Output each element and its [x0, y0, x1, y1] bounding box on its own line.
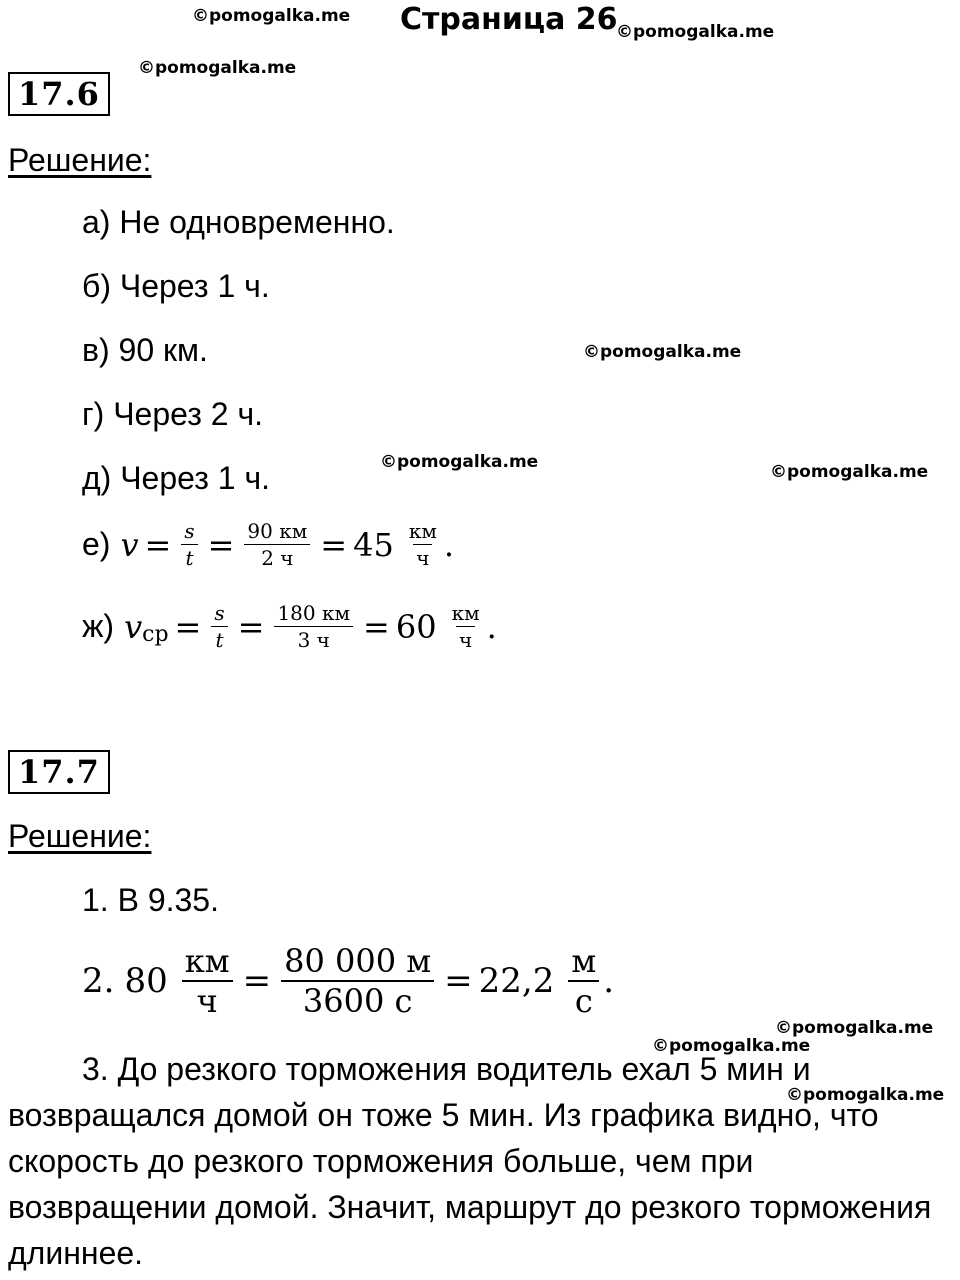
frac-numerator: 180 км: [274, 600, 353, 627]
watermark: ©pomogalka.me: [775, 1018, 934, 1038]
fraction-unit: [449, 600, 483, 653]
frac-numerator: s: [181, 518, 197, 545]
problem-number-17-7: 17.7: [8, 750, 110, 794]
frac-denominator: t: [185, 546, 194, 570]
equals-sign: =: [320, 525, 348, 564]
answer-b: б) Через 1 ч.: [82, 268, 270, 304]
unit-denominator: ч: [413, 544, 432, 571]
watermark: ©pomogalka.me: [138, 58, 297, 78]
fraction-unit: [182, 942, 233, 1020]
watermark: ©pomogalka.me: [192, 6, 351, 26]
formula-prefix: 2.: [82, 961, 115, 1001]
equals-sign: =: [207, 525, 235, 564]
fraction-values: [244, 518, 310, 571]
frac-denominator: 3 ч: [297, 628, 330, 652]
frac-denominator: t: [215, 628, 224, 652]
period: .: [486, 607, 497, 646]
unit-denominator: ч: [196, 982, 218, 1020]
formula-e: [82, 518, 454, 571]
fraction-values: [281, 942, 434, 1020]
answer-1: 1. В 9.35.: [82, 882, 219, 918]
equals-sign: =: [174, 607, 202, 646]
formula-2: [82, 942, 614, 1020]
unit-numerator: км: [408, 519, 437, 543]
fraction-unit: [406, 518, 440, 571]
formula-var: v: [124, 607, 143, 646]
watermark: ©pomogalka.me: [583, 342, 742, 362]
frac-numerator: s: [211, 600, 227, 627]
frac-denominator: 3600 с: [302, 982, 413, 1020]
unit-denominator: ч: [456, 626, 475, 653]
equals-sign: =: [444, 961, 473, 1001]
result-value: 60: [395, 607, 437, 646]
answer-g: г) Через 2 ч.: [82, 396, 264, 432]
unit-numerator: км: [451, 601, 480, 625]
watermark: ©pomogalka.me: [786, 1085, 945, 1105]
equals-sign: =: [237, 607, 265, 646]
fraction-values: [274, 600, 353, 653]
answer-v: в) 90 км.: [82, 332, 208, 368]
formula-zh: [82, 600, 497, 653]
fraction-s-t: [211, 600, 227, 653]
frac-numerator: 80 000 м: [281, 942, 434, 982]
problem-number-17-6: 17.6: [8, 72, 110, 116]
period: .: [443, 525, 455, 564]
equals-sign: =: [242, 961, 272, 1001]
watermark: ©pomogalka.me: [616, 22, 775, 42]
result-value: 45: [353, 525, 394, 564]
solution-heading: Решение:: [8, 142, 152, 178]
formula-subscript: ср: [142, 622, 169, 647]
frac-denominator: 2 ч: [261, 546, 294, 570]
watermark: ©pomogalka.me: [770, 462, 929, 482]
formula-prefix: е): [82, 526, 111, 562]
fraction-result-unit: [568, 942, 599, 1020]
formula-value: 80: [124, 961, 168, 1001]
formula-var: v: [120, 525, 139, 564]
answer-3-paragraph: 3. До резкого торможения водитель ехал 5 мин и возвращался домой он тоже 5 мин. Из графика видно, что скорость до резкого торможения больше, чем при возвращении домой. Значит, маршрут до резкого торможения длиннее.: [8, 1051, 932, 1271]
answer-d: д) Через 1 ч.: [82, 460, 271, 496]
solution-heading: Решение:: [8, 818, 152, 854]
result-value: 22,2: [478, 961, 555, 1001]
page-title: Страница 26: [400, 2, 618, 37]
watermark: ©pomogalka.me: [380, 452, 539, 472]
frac-numerator: 90 км: [244, 518, 310, 545]
unit-denominator: с: [574, 982, 593, 1020]
formula-prefix: ж): [82, 608, 115, 644]
equals-sign: =: [363, 607, 390, 646]
unit-numerator: км: [182, 942, 233, 982]
unit-numerator: м: [568, 942, 599, 982]
fraction-s-t: [181, 518, 197, 571]
watermark: ©pomogalka.me: [652, 1036, 811, 1056]
equals-sign: =: [144, 525, 172, 564]
answer-a: а) Не одновременно.: [82, 204, 395, 240]
period: .: [603, 961, 615, 1001]
